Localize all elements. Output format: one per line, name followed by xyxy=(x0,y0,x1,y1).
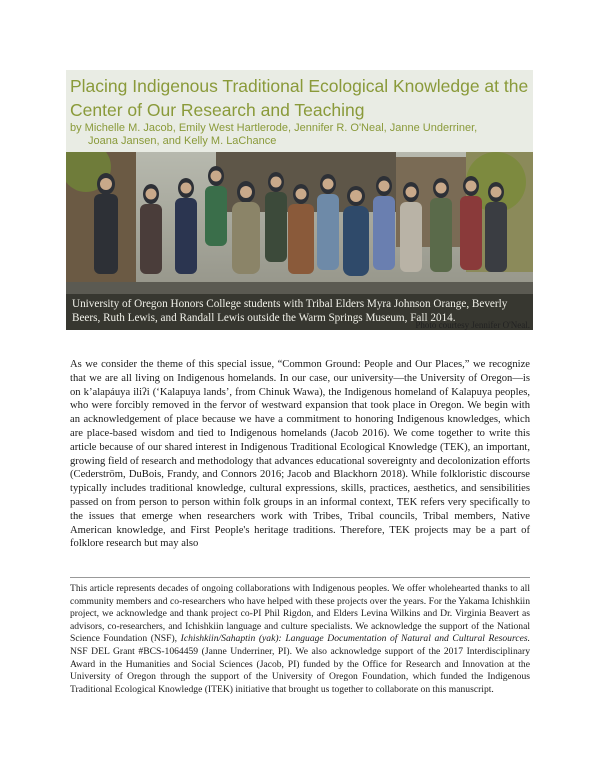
footnote xyxy=(70,583,530,696)
photo-credit: Photo courtesy Jennifer O'Neal. xyxy=(415,320,530,330)
photo-caption: University of Oregon Honors College students with Tribal Elders Myra Johnson Orange, Beverly Beers, Ruth Lewis, and Randall Lewis outside the Warm Springs Museum, Fall 2014. xyxy=(72,298,508,324)
footnote-divider xyxy=(70,577,530,578)
article-title: Placing Indigenous Traditional Ecological Knowledge at the Center of Our Research and Teaching xyxy=(70,76,529,120)
byline-line-1: by Michelle M. Jacob, Emily West Hartlerode, Jennifer R. O'Neal, Janne Underriner, xyxy=(70,122,478,134)
footnote-project-title: Ichishkiin/Sahaptin (yak): Language Documentation of Natural and Cultural Resources. xyxy=(180,633,530,645)
body-paragraph: As we consider the theme of this special issue, “Common Ground: People and Our Places,” we recognize that we are all living on Indigenous homelands. In our case, our university—the University of Oregon—is on k’alapáuya iliʔi (‘Kalapuya lands’, from Chinuk Wawa), the Indigenous homeland of Kalapuya peoples, who were forcibly removed in the fervor of westward expansion that took place in Oregon. We begin with an acknowledgement of place because we have a commitment to honoring Indigenous knowledges, which are place-based wisdom and tied to Indigenous homelands (Jacob 2016). We come together to write this article because of our shared interest in Indigenous Traditional Ecological Knowledge (TEK), an important, growing field of research and methodology that advances educational sovereignty and decolonization efforts (Cederström, DuBois, Frandy, and Connors 2016; Jacob and Blackhorn 2018). While folkloristic discourse typically includes traditional knowledge, cultural expressions, skills, practices, aesthetics, and sensibilities passed on from person to person within folk groups in an informal context, TEK refers very specifically to the issues that emerge when researchers work with Tribes, Tribal councils, Tribal members, Native American knowledge, and First People's heritage traditions. Therefore, TEK projects may be a part of folklore research but may also xyxy=(70,359,530,550)
footnote-text-2: NSF DEL Grant #BCS-1064459 (Janne Underriner, PI). We also acknowledge support of the 2017 Interdisciplinary Award in the Humanities and Social Sciences (Jacob, PI) funded by the Office for Research and Innovation at the University of Oregon through the support of the University of Oregon Foundation, which funded the Indigenous Traditional Ecological Knowledge (ITEK) initiative that brought us together to collaborate on this manuscript. xyxy=(70,645,530,695)
author-byline xyxy=(70,122,530,148)
footnote-text-1: This article represents decades of ongoing collaborations with Indigenous peoples. We offer wholehearted thanks to all community members and co-researchers who have helped with these projects over the years. For the Yakama Ichishkiin project, we acknowledge and thank project co-PI Phil Rigdon, and Elders Levina Wilkins and Dr. Virginia Beavert as advisors, co-researchers, and Ichishkiin language and culture specialists. We acknowledge the support of the National Science Foundation (NSF), xyxy=(70,583,530,645)
byline-line-2: Joana Jansen, and Kelly M. LaChance xyxy=(88,135,277,147)
